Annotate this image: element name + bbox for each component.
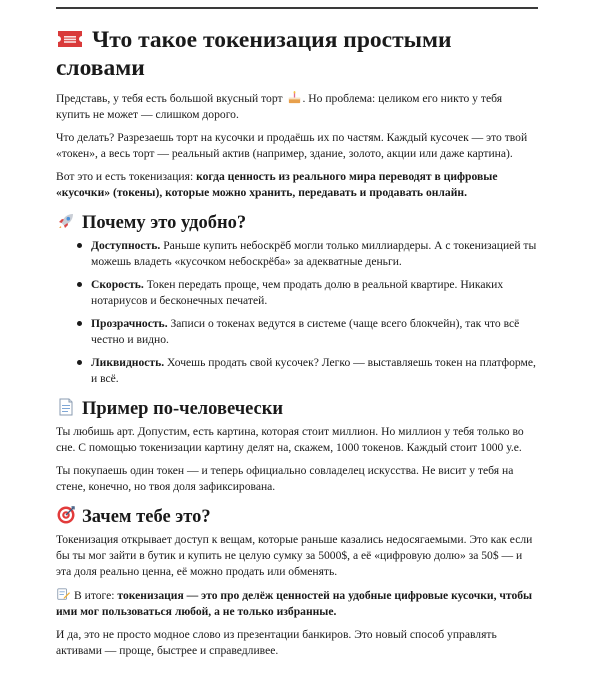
list-item-text: Токен передать проще, чем продать долю в реальной квартире. Никаких нотариусов и бесконечных печатей.	[91, 278, 504, 307]
list-item-term: Доступность.	[91, 239, 161, 252]
page-icon	[56, 397, 76, 417]
target-icon	[56, 505, 76, 525]
rocket-icon	[56, 211, 76, 231]
example-paragraph-2: Ты покупаешь один токен — и теперь официально совладелец искусства. Не висит у тебя на стене, конечно, но твоя доля зафиксирована.	[56, 464, 514, 493]
definition-lead: Вот это и есть токенизация:	[56, 170, 197, 183]
page-title-text: Что такое токенизация простыми словами	[56, 27, 452, 81]
section-heading-why	[56, 211, 538, 234]
summary-paragraph	[56, 587, 538, 620]
list-item	[91, 355, 538, 387]
intro-text-continued: . Но проблема: целиком его никто у тебя купить не может — слишком дорого.	[56, 92, 503, 121]
intro-paragraph-2: Что делать? Разрезаешь торт на кусочки и продаёшь их по частям. Каждый кусочек — это твой «токен», а весь торт — реальный актив (например, здание, золото, акции или даже картина).	[56, 131, 528, 160]
why-you-paragraph: Токенизация открывает доступ к вещам, которые раньше казались недосягаемыми. Это как если бы ты мог зайти в бутик и купить не целую сумку за 5000$, а её «цифровую долю» за 50$ — и эта доля реально ценна, её можно продать или обменять.	[56, 533, 533, 578]
memo-icon	[56, 587, 70, 601]
example-paragraph-1: Ты любишь арт. Допустим, есть картина, которая стоит миллион. Но миллион у тебя только во сне. С помощью токенизации картину делят на, скажем, 1000 токенов. Каждый стоит 1000 у.е.	[56, 425, 524, 454]
list-item-text: Записи о токенах ведутся в системе (чаще всего блокчейн), так что всё честно и видно.	[91, 317, 520, 346]
definition-bold: когда ценность из реального мира переводят в цифровые «кусочки» (токены), которые можно хранить, передавать и продавать онлайн.	[56, 170, 498, 199]
benefits-list	[56, 238, 538, 387]
section-heading-text: Пример по-человечески	[82, 399, 284, 419]
intro-paragraph-1	[56, 90, 538, 123]
summary-bold: токенизация — это про делёж ценностей на удобные цифровые кусочки, чтобы ими мог пользоваться любой, а не только избранные.	[56, 589, 533, 618]
section-heading-example	[56, 397, 538, 420]
horizontal-rule	[56, 7, 538, 9]
list-item-term: Ликвидность.	[91, 356, 165, 369]
intro-paragraph-3	[56, 169, 538, 201]
list-item-text: Хочешь продать свой кусочек? Легко — выставляешь токен на платформе, и всё.	[91, 356, 536, 385]
page-title	[56, 26, 538, 82]
section-heading-why-you	[56, 505, 538, 528]
summary-label: В итоге:	[74, 589, 118, 602]
list-item-term: Прозрачность.	[91, 317, 168, 330]
closing-paragraph: И да, это не просто модное слово из презентации банкиров. Это новый способ управлять активами — проще, быстрее и справедливее.	[56, 628, 497, 657]
list-item	[91, 238, 538, 270]
ticket-icon	[56, 29, 84, 49]
list-item-text: Раньше купить небоскрёб могли только миллиардеры. А с токенизацией ты можешь владеть «кусочком небоскрёба» за адекватные деньги.	[91, 239, 537, 268]
cake-icon	[287, 90, 302, 105]
list-item-term: Скорость.	[91, 278, 144, 291]
list-item	[91, 277, 538, 309]
section-heading-text: Почему это удобно?	[82, 213, 247, 233]
section-heading-text: Зачем тебе это?	[82, 507, 211, 527]
list-item	[91, 316, 538, 348]
article-content	[56, 26, 538, 666]
intro-text: Представь, у тебя есть большой вкусный торт	[56, 92, 286, 105]
